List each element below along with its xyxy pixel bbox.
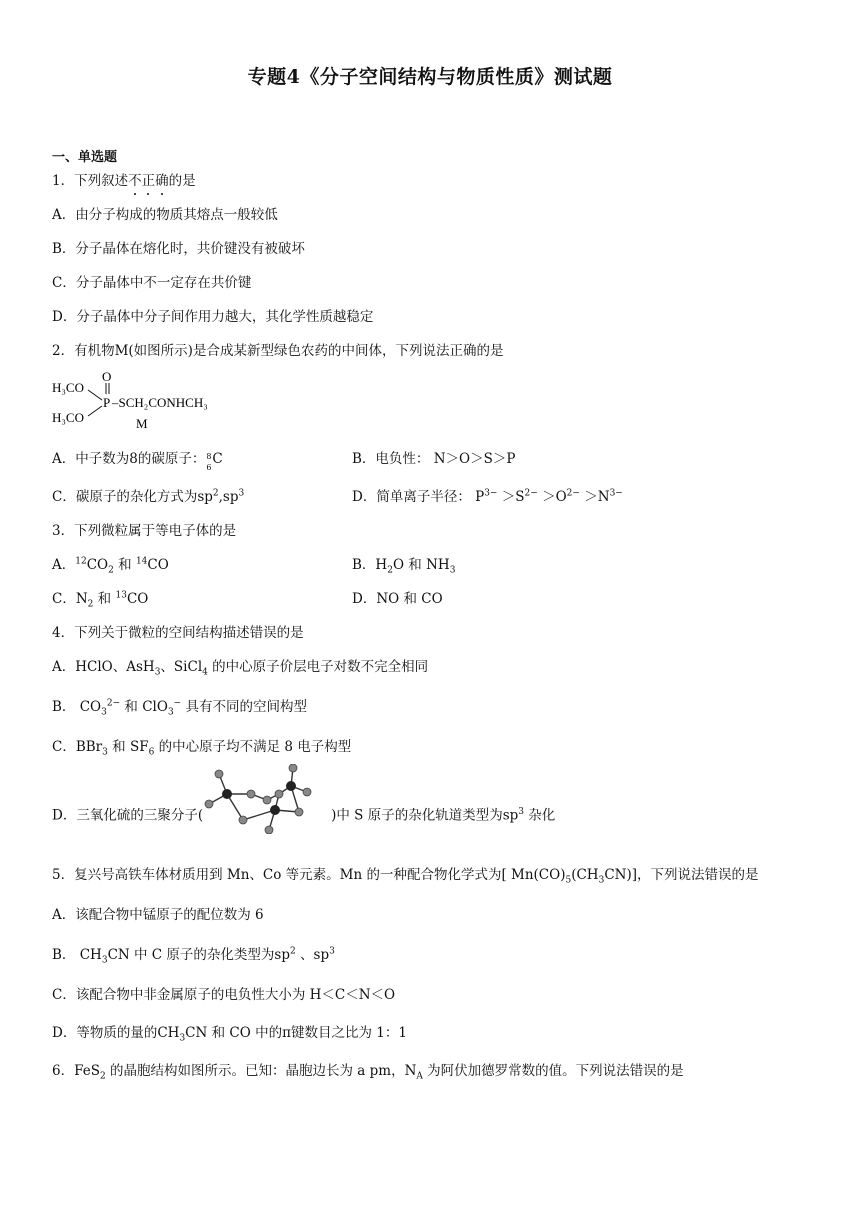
q3-option-c [52,590,148,608]
q5-b-sup2: 3 [329,946,335,957]
q3-b-h: B．H [352,557,388,573]
q5-b-pre: B． CH [52,947,102,963]
q2-d-n: ＞N [579,489,610,505]
q3-option-a [52,556,169,574]
page-title: 专题4《分子空间结构与物质性质》测试题 [247,66,613,88]
question-3-stem: 3．下列微粒属于等电子体的是 [52,523,237,539]
q3-a-co: CO [86,557,109,573]
q4-option-a [52,658,428,676]
q2-option-b: B．电负性： N＞O＞S＞P [352,451,516,467]
q3-a-iso1: 12 [75,556,87,567]
q3-b-sub1: 2 [387,565,393,576]
q4-c-1: C．BBr [52,739,103,755]
q5-d-sub: 3 [179,1033,186,1044]
struct-label: M [136,416,148,431]
q2-option-c [52,488,244,506]
q4-b-3: 具有不同的空间构型 [181,699,308,715]
q3-option-d: D．NO 和 CO [352,591,443,607]
q1-emph-3: 确 [155,173,169,189]
molecule-m-structure [52,370,252,434]
q6-mid: 的晶胞结构如图所示。已知：晶胞边长为 a pm，N [105,1063,417,1079]
q3-a-and: 和 [113,557,136,573]
struct-group-1: H₃CO [52,380,84,395]
q3-c-sub: 2 [87,599,94,610]
struct-oxygen: O [102,370,112,384]
q3-a-co2: CO [147,557,169,573]
q5-option-c: C．该配合物中非金属原子的电负性大小为 H＜C＜N＜O [52,987,396,1003]
q3-c-co: CO [126,591,149,607]
q5-d-post: CN 和 CO 中的π键数目之比为 1：1 [185,1025,407,1041]
question-5-stem [52,866,759,884]
q3-a-label: A． [52,557,76,573]
q4-option-d [52,798,555,834]
q3-option-b [352,556,455,574]
q5-stem-sub: 5 [565,875,572,886]
q4-c-sub1: 3 [102,747,108,758]
q1-option-a: A．由分子构成的物质其熔点一般较低 [52,207,278,223]
q1-option-c: C．分子晶体中不一定存在共价键 [52,275,252,291]
q4-c-2: 和 SF [107,739,149,755]
q2-d-charge-o: 2− [566,488,580,499]
q5-b-mid: CN 中 C 原子的杂化类型为sp [107,947,290,963]
q4-option-c [52,738,351,756]
struct-phosphorus: P [103,395,111,410]
q2-a-atomic: 6 [206,463,212,472]
q4-b-sub2: 3 [167,707,174,718]
q3-c-n: C．N [52,591,88,607]
q4-b-1: B． CO [52,699,102,715]
q4-b-sup2: − [173,698,182,709]
q2-c-sup2: 3 [238,488,245,499]
q2-a-text: A．中子数为8的碳原子： [52,451,206,467]
q4-a-sub1: 3 [154,667,161,678]
struct-group-2: H₃CO [52,410,84,425]
q1-stem-post: 的是 [168,173,196,189]
q3-b-mid: O 和 NH [392,557,450,573]
so3-trimer-figure [203,764,331,834]
question-6-stem [52,1062,684,1080]
q5-b-mid2: 、sp [295,947,330,963]
q5-b-sub: 3 [101,955,108,966]
q2-d-o: ＞O [537,489,567,505]
q2-option-a [52,450,223,472]
q1-emph-2: 正 [141,173,156,189]
q2-d-charge-n: 3− [609,488,623,499]
q4-b-sub1: 3 [101,707,107,718]
q5-b-sup: 2 [289,946,296,957]
q5-stem-mid: (CH [571,867,599,883]
q5-option-a: A．该配合物中锰原子的配位数为 6 [52,907,264,923]
q4-d-pre: D．三氧化硫的三聚分子( [52,807,204,824]
q6-sub: 2 [99,1071,106,1082]
question-4-stem: 4．下列关于微粒的空间结构描述错误的是 [52,625,304,641]
struct-chain: –SCH₂CONHCH₃ [112,395,208,410]
q6-pre: 6．FeS [52,1063,100,1079]
q3-b-sub2: 3 [449,565,456,576]
q2-a-isotope [205,450,212,472]
q2-a-mass: 8 [206,452,212,461]
q4-d-sup: 3 [518,807,524,817]
q2-c-mid: ,sp [218,489,239,505]
q3-a-iso2: 14 [135,556,148,567]
q1-emph-1: 不 [128,173,142,189]
q2-a-symbol: C [212,451,223,467]
q4-c-sub2: 6 [148,747,155,758]
q4-a-1: A．HClO、AsH [52,659,155,675]
q3-c-iso: 13 [115,590,127,601]
q4-d-end: 杂化 [524,807,556,824]
q6-post: 为阿伏加德罗常数的值。下列说法错误的是 [422,1063,684,1079]
q1-option-d: D．分子晶体中分子间作用力越大，其化学性质越稳定 [52,309,374,325]
q3-c-and: 和 [93,591,116,607]
q4-b-sup1: 2− [106,698,121,709]
q5-stem-post: CN)]，下列说法错误的是 [604,867,759,883]
q4-a-3: 的中心原子价层电子对数不完全相同 [207,659,429,675]
q5-option-b [52,946,335,964]
q2-d-charge-p: 3− [484,488,498,499]
q4-c-3: 的中心原子均不满足 8 电子构型 [154,739,352,755]
q2-d-charge-s: 2− [524,488,538,499]
q3-a-sub: 2 [108,565,114,576]
q5-option-d [52,1024,407,1042]
q2-option-d [352,488,623,506]
q5-d-pre: D．等物质的量的CH [52,1025,180,1041]
q2-d-text: D．简单离子半径： P [352,489,485,505]
q2-c-sup1: 2 [212,488,219,499]
q1-stem-pre: 1．下列叙述 [52,173,129,189]
q5-stem-sub2: 3 [598,875,605,886]
question-1-stem [52,172,196,190]
q4-b-2: 和 ClO [120,699,168,715]
q4-d-post: )中 S 原子的杂化轨道类型为sp [331,807,519,824]
q4-a-sub2: 4 [202,667,208,678]
q6-sub2: A [416,1071,423,1082]
q1-option-b: B．分子晶体在熔化时，共价键没有被破坏 [52,241,305,257]
q5-stem-pre: 5．复兴号高铁车体材质用到 Mn、Co 等元素。Mn 的一种配合物化学式为[ Mn(CO) [52,867,566,883]
q4-a-2: 、SiCl [160,659,203,675]
q2-c-text: C．碳原子的杂化方式为sp [52,489,213,505]
q4-option-b [52,698,307,716]
section-heading: 一、单选题 [52,150,118,165]
question-2-stem: 2．有机物M(如图所示)是合成某新型绿色农药的中间体，下列说法正确的是 [52,343,504,359]
q2-d-s: ＞S [497,489,525,505]
